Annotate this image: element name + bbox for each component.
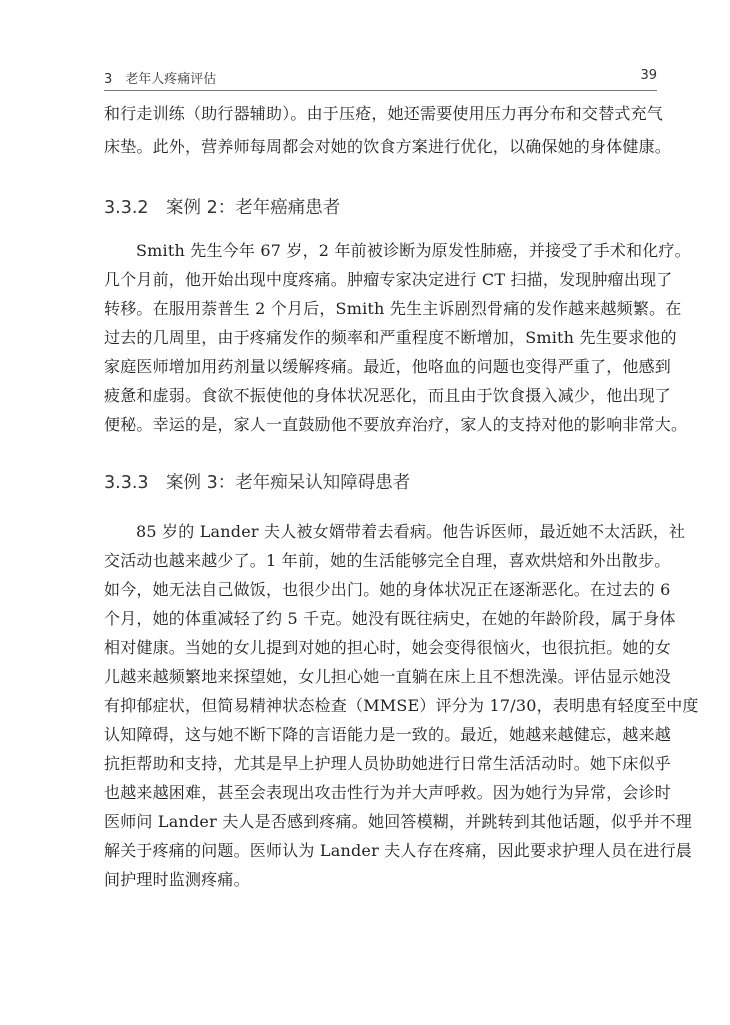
text-line: 个月，她的体重减轻了约 5 千克。她没有既往病史，在她的年龄阶段，属于身体	[104, 609, 676, 628]
text-line: 疲惫和虚弱。食欲不振使他的身体状况恶化，而且由于饮食摄入减少，他出现了	[104, 386, 672, 405]
section-heading-3-3-2: 3.3.2 案例 2：老年癌痛患者	[104, 198, 341, 218]
text-line: 转移。在服用萘普生 2 个月后，Smith 先生主诉剧烈骨痛的发作越来越频繁。在	[104, 299, 682, 318]
text-line: 认知障碍，这与她不断下降的言语能力是一致的。最近，她越来越健忘，越来越	[104, 725, 672, 744]
text-line: 抗拒帮助和支持，尤其是早上护理人员协助她进行日常生活活动时。她下床似乎	[104, 754, 672, 773]
text-line: 家庭医师增加用药剂量以缓解疼痛。最近，他咯血的问题也变得严重了，他感到	[104, 357, 672, 376]
running-header	[104, 66, 657, 91]
text-line: 85 岁的 Lander 夫人被女婿带着去看病。他告诉医师，最近她不太活跃，社	[136, 522, 686, 541]
text-line: 床垫。此外，营养师每周都会对她的饮食方案进行优化，以确保她的身体健康。	[104, 137, 672, 156]
text-line: 间护理时监测疼痛。	[104, 870, 250, 889]
text-line: 也越来越困难，甚至会表现出攻击性行为并大声呼救。因为她行为异常，会诊时	[104, 783, 672, 802]
text-line: 有抑郁症状，但简易精神状态检查（MMSE）评分为 17/30，表明患有轻度至中度	[104, 696, 699, 715]
text-line: 便秘。幸运的是，家人一直鼓励他不要放弃治疗，家人的支持对他的影响非常大。	[104, 415, 688, 434]
text-line: 相对健康。当她的女儿提到对她的担心时，她会变得很恼火，也很抗拒。她的女	[104, 638, 672, 657]
text-line: 儿越来越频繁地来探望她，女儿担心她一直躺在床上且不想洗澡。评估显示她没	[104, 667, 672, 686]
section-heading-3-3-3: 3.3.3 案例 3：老年痴呆认知障碍患者	[104, 473, 411, 493]
chapter-title: 3 老年人疼痛评估	[104, 72, 217, 87]
text-line: 和行走训练（助行器辅助）。由于压疮，她还需要使用压力再分布和交替式充气	[104, 104, 664, 123]
text-line: 如今，她无法自己做饭，也很少出门。她的身体状况正在逐渐恶化。在过去的 6	[104, 580, 671, 599]
text-line: 几个月前，他开始出现中度疼痛。肿瘤专家决定进行 CT 扫描，发现肿瘤出现了	[104, 270, 673, 289]
text-line: 交活动也越来越少了。1 年前，她的生活能够完全自理，喜欢烘焙和外出散步。	[104, 551, 671, 570]
page-number: 39	[640, 68, 657, 83]
text-line: Smith 先生今年 67 岁，2 年前被诊断为原发性肺癌，并接受了手术和化疗。	[136, 241, 691, 260]
text-line: 医师问 Lander 夫人是否感到疼痛。她回答模糊，并跳转到其他话题，似乎并不理	[104, 812, 693, 831]
text-line: 过去的几周里，由于疼痛发作的频率和严重程度不断增加，Smith 先生要求他的	[104, 328, 677, 347]
text-line: 解关于疼痛的问题。医师认为 Lander 夫人存在疼痛，因此要求护理人员在进行晨	[104, 841, 693, 860]
